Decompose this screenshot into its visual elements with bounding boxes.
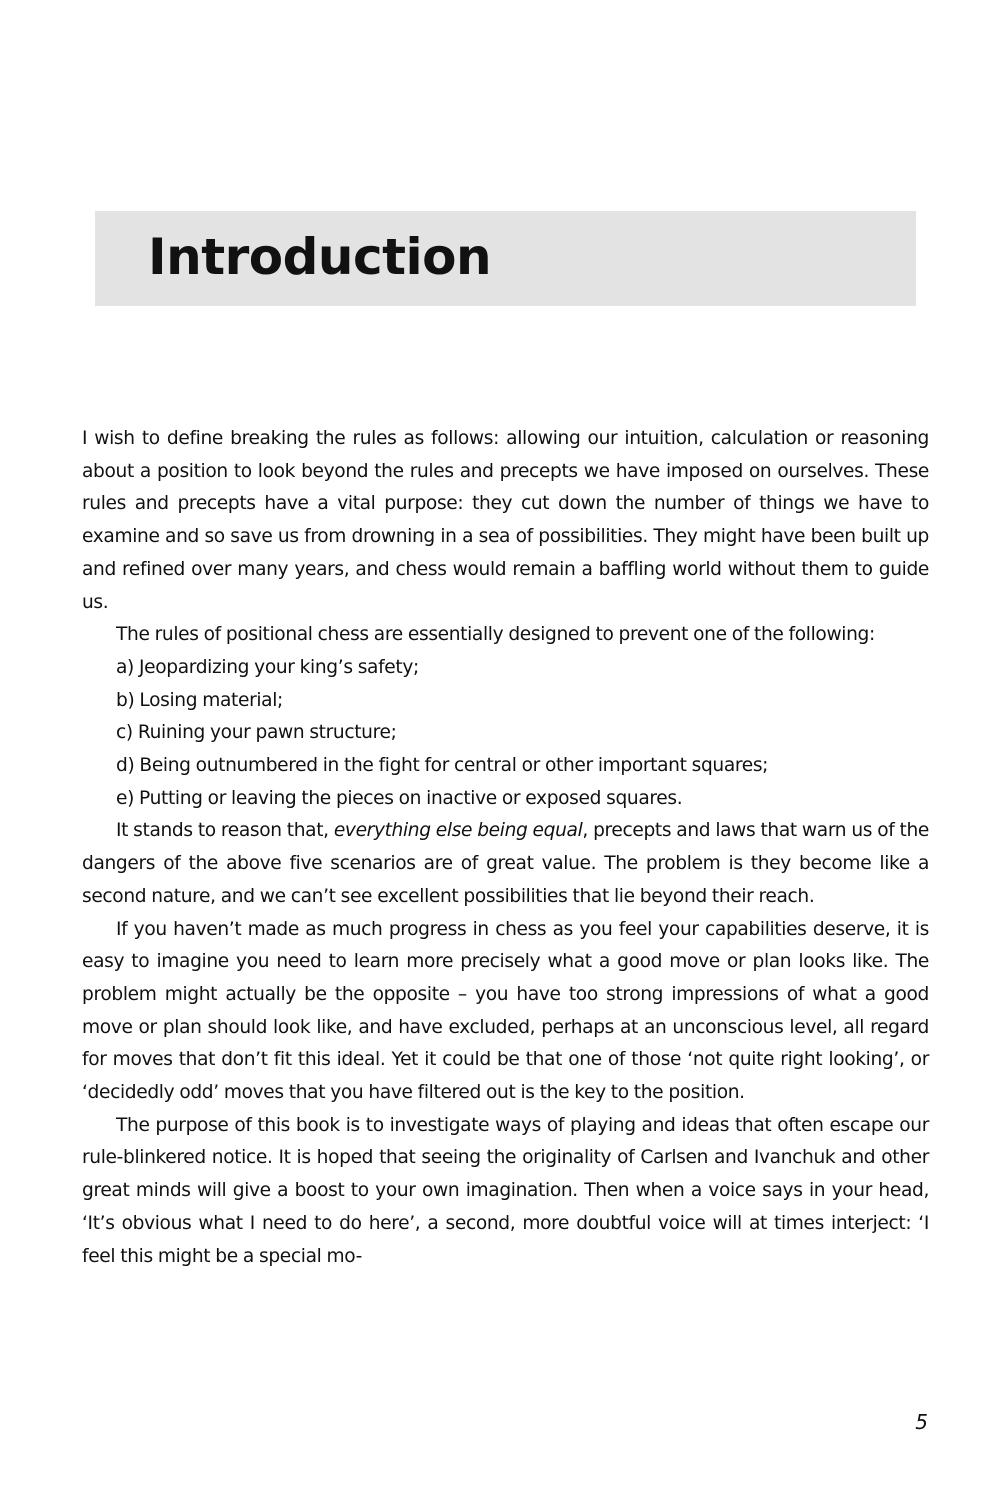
- chapter-title: Introduction: [148, 228, 492, 286]
- paragraph-3-start: It stands to reason that,: [116, 820, 334, 842]
- list-item-e: e) Putting or leaving the pieces on inactive or exposed squares.: [116, 787, 683, 809]
- paragraph-2: The rules of positional chess are essentially designed to prevent one of the following:: [116, 624, 875, 646]
- paragraph-4: If you haven’t made as much progress in chess as you feel your capabilities deserve, it is easy to imagine you need to learn more precisely what a good move or plan looks like. The problem might actually be the opposite – you have too strong impressions of what a good move or plan should look like, and have excluded, perhaps at an unconscious level, all regard for moves that don’t fit this ideal. Yet it could be that one of those ‘not quite right looking’, or ‘decidedly odd’ moves that you have filtered out is the key to the position.: [82, 918, 929, 1104]
- paragraph-5: The purpose of this book is to investigate ways of playing and ideas that often escape our rule-blinkered notice. It is hoped that seeing the originality of Carlsen and Ivanchuk and other great minds will give a boost to your own imagination. Then when a voice says in your head, ‘It’s obvious what I need to do here’, a second, more doubtful voice will at times interject: ‘I feel this might be a special mo-: [82, 1114, 929, 1267]
- list-item-b: b) Losing material;: [116, 689, 283, 711]
- page-number: 5: [915, 1410, 928, 1434]
- paragraph-3-emphasis: everything else being equal: [333, 820, 583, 842]
- paragraph-1: I wish to define breaking the rules as follows: allowing our intuition, calculation or reasoning about a position to look beyond the rules and precepts we have imposed on ourselves. These rules and precepts have a vital purpose: they cut down the number of things we have to examine and so save us from drowning in a sea of possibilities. They might have been built up and refined over many years, and chess would remain a baffling world without them to guide us.: [82, 428, 929, 613]
- paragraph-3: [82, 815, 929, 913]
- list-item-a: a) Jeopardizing your king’s safety;: [116, 656, 419, 678]
- body-text: [82, 423, 929, 1273]
- list-item-d: d) Being outnumbered in the fight for central or other important squares;: [116, 755, 769, 777]
- list-item-c: c) Ruining your pawn structure;: [116, 722, 397, 744]
- paragraph-3-end: , precepts and laws that warn us of the dangers of the above five scenarios are of great value. The problem is they become like a second nature, and we can’t see excellent possibilities that lie beyond their reach.: [82, 820, 929, 907]
